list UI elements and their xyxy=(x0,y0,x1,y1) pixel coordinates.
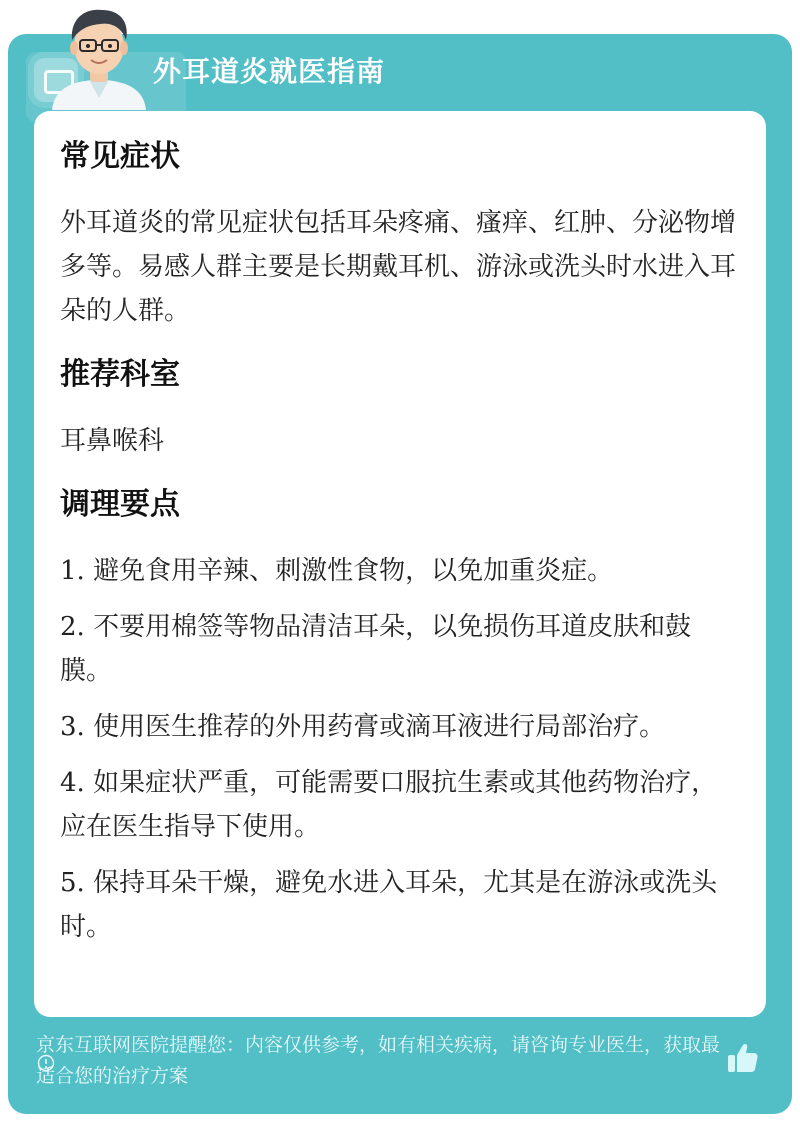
doctor-avatar-icon xyxy=(44,0,154,110)
care-item-number: 4. xyxy=(60,768,85,798)
symptoms-body: 外耳道炎的常见症状包括耳朵疼痛、瘙痒、红肿、分泌物增多等。易感人群主要是长期戴耳机、游泳或洗头时水进入耳朵的人群。 xyxy=(60,208,737,326)
department-title: 推荐科室 xyxy=(60,357,180,392)
page-title: 外耳道炎就医指南 xyxy=(153,55,386,88)
care-item xyxy=(60,605,740,693)
care-item-number: 1. xyxy=(60,556,85,586)
care-item xyxy=(60,549,740,593)
care-item-text: 避免食用辛辣、刺激性食物，以免加重炎症。 xyxy=(93,556,614,586)
care-title: 调理要点 xyxy=(60,487,180,522)
care-item xyxy=(60,761,740,849)
footer-notice: 京东互联网医院提醒您：内容仅供参考，如有相关疾病，请咨询专业医生，获取最适合您的治疗方案 xyxy=(36,1034,721,1087)
care-item-text: 如果症状严重，可能需要口服抗生素或其他药物治疗，应在医生指导下使用。 xyxy=(60,768,718,842)
care-item-number: 2. xyxy=(60,612,85,642)
care-item xyxy=(60,705,740,749)
care-item xyxy=(60,861,740,949)
care-item-number: 5. xyxy=(60,868,85,898)
care-item-text: 不要用棉签等物品清洁耳朵，以免损伤耳道皮肤和鼓膜。 xyxy=(60,612,692,686)
care-item-number: 3. xyxy=(60,712,85,742)
care-item-text: 使用医生推荐的外用药膏或滴耳液进行局部治疗。 xyxy=(93,712,666,742)
care-item-text: 保持耳朵干燥，避免水进入耳朵，尤其是在游泳或洗头时。 xyxy=(60,868,718,942)
symptoms-title: 常见症状 xyxy=(60,139,180,174)
content-card xyxy=(34,111,766,1017)
thumbs-up-icon[interactable] xyxy=(724,1040,760,1076)
department-body: 耳鼻喉科 xyxy=(60,426,165,456)
